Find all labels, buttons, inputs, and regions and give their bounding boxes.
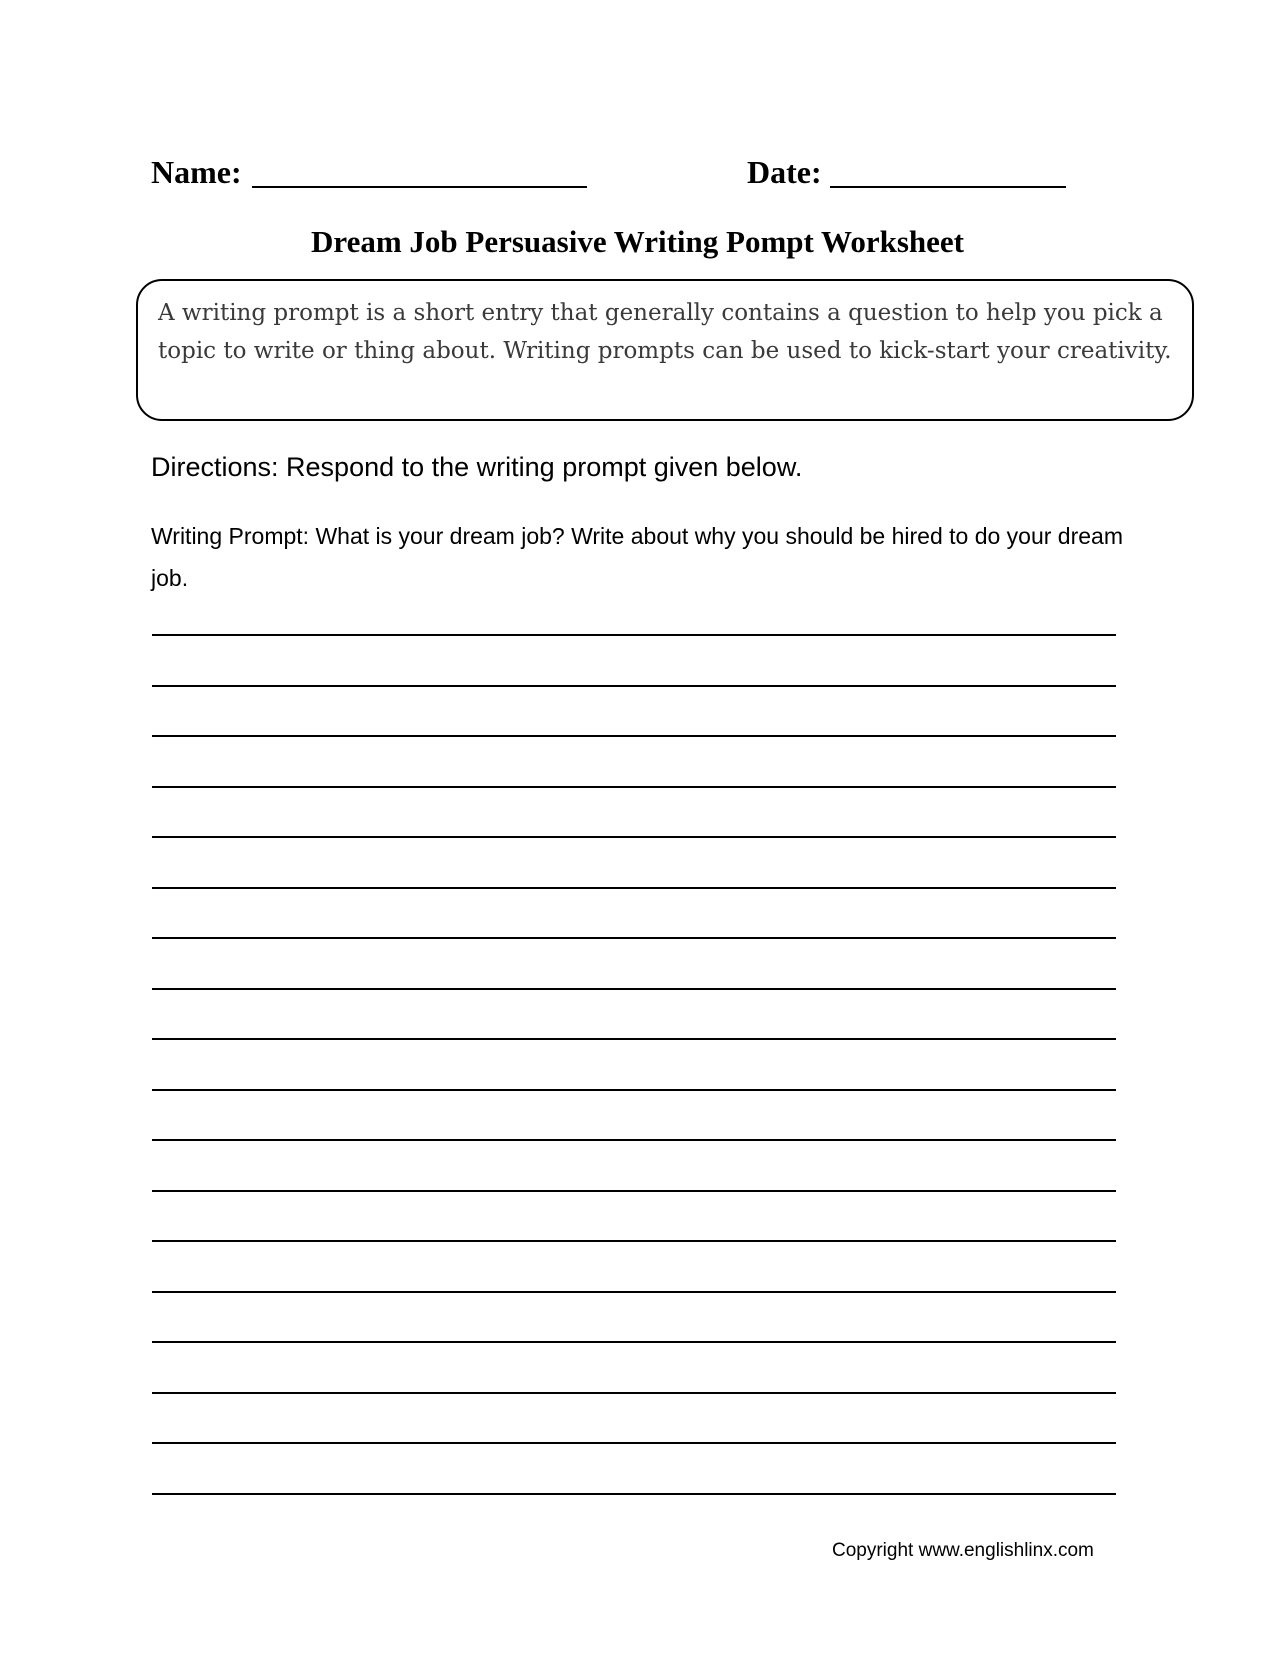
answer-line[interactable] bbox=[152, 836, 1116, 838]
date-label: Date: bbox=[747, 154, 822, 190]
answer-line[interactable] bbox=[152, 786, 1116, 788]
directions: Directions: Respond to the writing prompt given below. bbox=[151, 452, 803, 482]
answer-line[interactable] bbox=[152, 685, 1116, 687]
answer-line[interactable] bbox=[152, 1139, 1116, 1141]
answer-line[interactable] bbox=[152, 1240, 1116, 1242]
answer-line[interactable] bbox=[152, 887, 1116, 889]
writing-prompt: Writing Prompt: What is your dream job? Write about why you should be hired to do your dream job. bbox=[151, 523, 1123, 591]
name-field[interactable] bbox=[252, 186, 587, 188]
answer-line[interactable] bbox=[152, 1442, 1116, 1444]
answer-line[interactable] bbox=[152, 1493, 1116, 1495]
intro-text: A writing prompt is a short entry that generally contains a question to help you pick a topic to write or thing about. Writing prompts can be used to kick-start your creativity. bbox=[158, 300, 1172, 364]
answer-line[interactable] bbox=[152, 1392, 1116, 1394]
answer-line[interactable] bbox=[152, 937, 1116, 939]
date-field[interactable] bbox=[830, 186, 1066, 188]
copyright: Copyright www.englishlinx.com bbox=[832, 1540, 1094, 1561]
worksheet-title: Dream Job Persuasive Writing Pompt Worksheet bbox=[311, 224, 964, 259]
answer-line[interactable] bbox=[152, 1038, 1116, 1040]
answer-line[interactable] bbox=[152, 1341, 1116, 1343]
answer-line[interactable] bbox=[152, 1190, 1116, 1192]
answer-line[interactable] bbox=[152, 1291, 1116, 1293]
name-label: Name: bbox=[151, 154, 242, 190]
answer-line[interactable] bbox=[152, 1089, 1116, 1091]
answer-line[interactable] bbox=[152, 634, 1116, 636]
answer-line[interactable] bbox=[152, 735, 1116, 737]
answer-line[interactable] bbox=[152, 988, 1116, 990]
